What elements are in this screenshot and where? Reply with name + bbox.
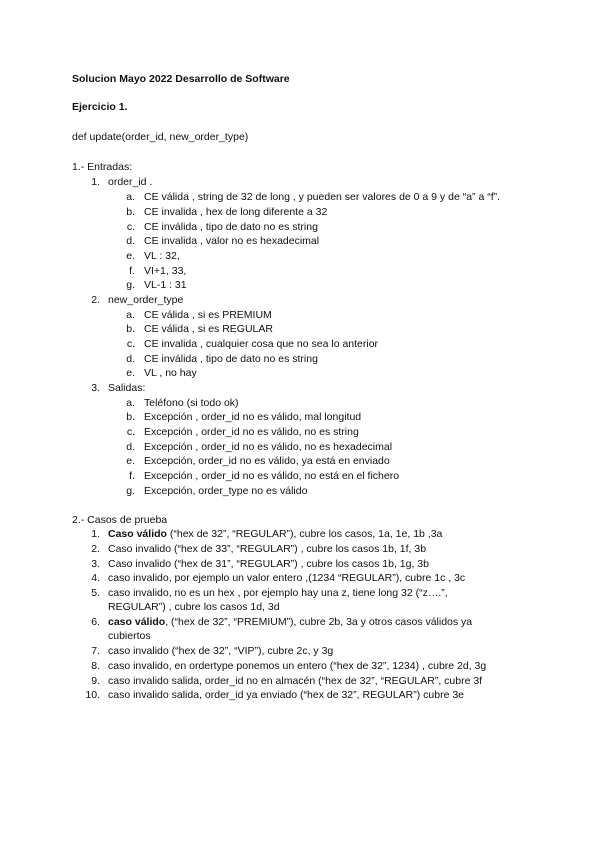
- sublist-item: VL : 32,: [144, 250, 180, 262]
- list-item-label: Salidas:: [108, 382, 146, 394]
- sublist-marker: a.: [126, 191, 135, 203]
- case-marker: 5.: [91, 587, 100, 599]
- case-marker: 1.: [91, 528, 100, 540]
- sublist-item: Excepción , order_id no es válido, mal longitud: [144, 411, 362, 423]
- case-text: , (“hex de 32”, “PREMIUM”), cubre 2b, 3a y otros casos válidos ya: [165, 616, 473, 628]
- section-heading-casos: 2.- Casos de prueba: [72, 514, 168, 526]
- sublist-marker: f.: [129, 265, 135, 277]
- test-case-4: caso invalido, por ejemplo un valor entero ,(1234 “REGULAR”), cubre 1c , 3c: [108, 572, 466, 584]
- sublist-marker: d.: [126, 353, 135, 365]
- sublist-item: VL , no hay: [144, 367, 197, 379]
- test-case-5-continued: REGULAR”) , cubre los casos 1d, 3d: [108, 601, 280, 613]
- sublist-marker: a.: [126, 397, 135, 409]
- sublist-marker: d.: [126, 441, 135, 453]
- sublist-item: VL-1 : 31: [144, 279, 187, 291]
- sublist-marker: b.: [126, 206, 135, 218]
- test-case-8: caso invalido, en ordertype ponemos un entero (“hex de 32”, 1234) , cubre 2d, 3g: [108, 660, 487, 672]
- list-marker: 1.: [91, 176, 100, 188]
- case-marker: 4.: [91, 572, 100, 584]
- case-marker: 6.: [91, 616, 100, 628]
- sublist-item: CE válida , si es REGULAR: [144, 323, 273, 335]
- sublist-item: Excepción, order_id no es válido, ya está en enviado: [144, 455, 390, 467]
- list-marker: 3.: [91, 382, 100, 394]
- sublist-marker: c.: [126, 338, 135, 350]
- case-marker: 3.: [91, 558, 100, 570]
- sublist-marker: e.: [126, 367, 135, 379]
- sublist-item: Teléfono (si todo ok): [144, 397, 239, 409]
- test-case-6: [108, 615, 472, 629]
- sublist-marker: b.: [126, 411, 135, 423]
- test-case-6-continued: cubiertos: [108, 630, 151, 642]
- case-marker: 9.: [91, 675, 100, 687]
- sublist-item: Excepción, order_type no es válido: [144, 485, 308, 497]
- sublist-item: CE inválida , tipo de dato no es string: [144, 221, 318, 233]
- sublist-marker: d.: [126, 235, 135, 247]
- test-case-10: caso invalido salida, order_id ya enviado (“hex de 32”, REGULAR”) cubre 3e: [108, 689, 465, 701]
- test-case-2: Caso invalido (“hex de 33”, “REGULAR”) , cubre los casos 1b, 1f, 3b: [108, 543, 427, 555]
- sublist-item: VI+1, 33,: [144, 265, 187, 277]
- sublist-marker: c.: [126, 426, 135, 438]
- sublist-item: Excepción , order_id no es válido, no está en el fichero: [144, 470, 400, 482]
- exercise-heading: Ejercicio 1.: [72, 101, 128, 113]
- sublist-marker: e.: [126, 250, 135, 262]
- sublist-item: CE invalida , hex de long diferente a 32: [144, 206, 328, 218]
- case-marker: 10.: [85, 689, 100, 701]
- sublist-marker: f.: [129, 470, 135, 482]
- document-title: Solucion Mayo 2022 Desarrollo de Software: [72, 73, 290, 85]
- section-heading-entradas: 1.- Entradas:: [72, 161, 133, 173]
- case-valid-label: Caso válido: [108, 528, 167, 540]
- case-marker: 7.: [91, 645, 100, 657]
- list-item-label: order_id .: [108, 176, 153, 188]
- sublist-marker: c.: [126, 221, 135, 233]
- sublist-marker: g.: [126, 279, 135, 291]
- sublist-marker: e.: [126, 455, 135, 467]
- sublist-item: Excepción , order_id no es válido, no es string: [144, 426, 359, 438]
- sublist-item: CE invalida , valor no es hexadecimal: [144, 235, 320, 247]
- sublist-marker: a.: [126, 309, 135, 321]
- test-case-9: caso invalido salida, order_id no en almacén (“hex de 32”, “REGULAR”, cubre 3f: [108, 675, 483, 687]
- list-item-label: new_order_type: [108, 294, 184, 306]
- sublist-item: CE válida , string de 32 de long , y pueden ser valores de 0 a 9 y de “a” a “f”.: [144, 191, 501, 203]
- sublist-item: CE invalida , cualquier cosa que no sea lo anterior: [144, 338, 379, 350]
- sublist-item: Excepción , order_id no es válido, no es hexadecimal: [144, 441, 393, 453]
- list-marker: 2.: [91, 294, 100, 306]
- case-text: (“hex de 32”, “REGULAR”), cubre los casos, 1a, 1e, 1b ,3a: [166, 528, 443, 540]
- function-signature: def update(order_id, new_order_type): [72, 131, 249, 143]
- sublist-marker: g.: [126, 485, 135, 497]
- test-case-1: [108, 527, 442, 541]
- test-case-5: caso invalido, no es un hex , por ejemplo hay una z, tiene long 32 (“z….”,: [108, 587, 448, 599]
- test-case-7: caso invalido (“hex de 32”, “VIP”), cubre 2c, y 3g: [108, 645, 334, 657]
- sublist-marker: b.: [126, 323, 135, 335]
- case-marker: 8.: [91, 660, 100, 672]
- test-case-3: Caso invalido (“hex de 31”, “REGULAR”) , cubre los casos 1b, 1g, 3b: [108, 558, 429, 570]
- sublist-item: CE válida , si es PREMIUM: [144, 309, 272, 321]
- sublist-item: CE inválida , tipo de dato no es string: [144, 353, 318, 365]
- case-valid-label: caso válido: [108, 616, 166, 628]
- case-marker: 2.: [91, 543, 100, 555]
